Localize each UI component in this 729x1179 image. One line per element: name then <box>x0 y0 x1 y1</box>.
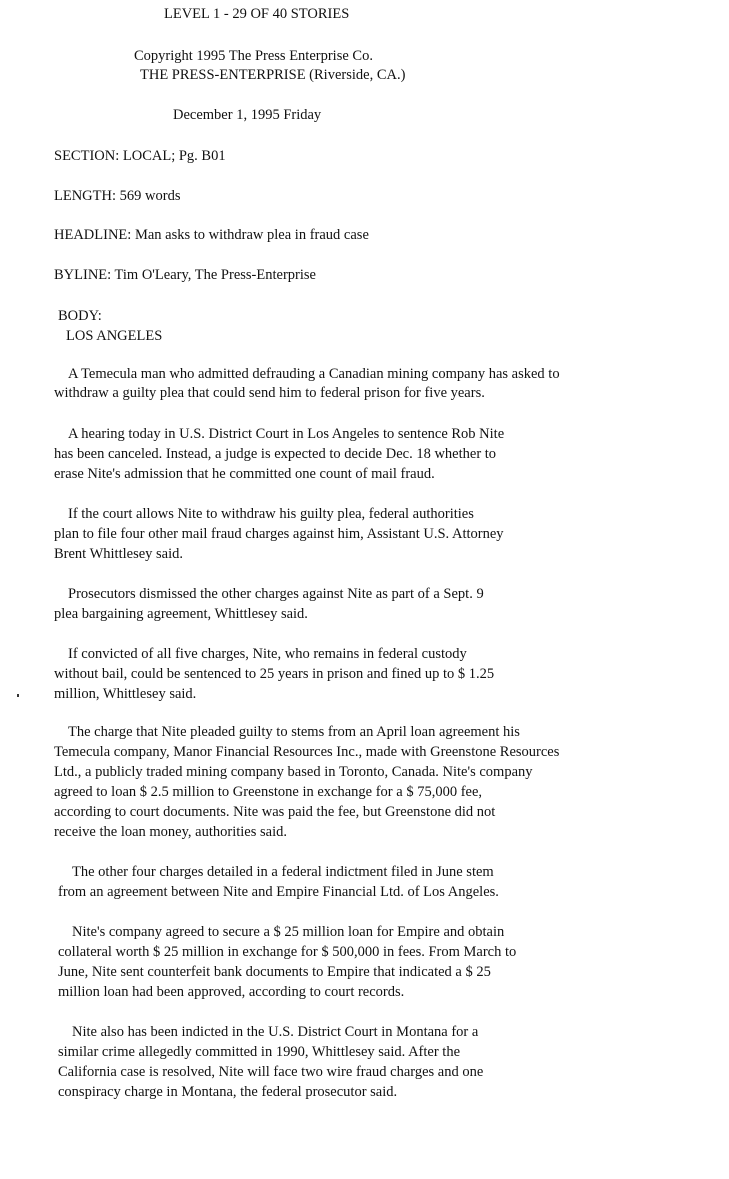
scan-artifact-dot <box>17 694 19 697</box>
paragraph-line: Temecula company, Manor Financial Resources Inc., made with Greenstone Resources <box>54 744 560 760</box>
level-line: LEVEL 1 - 29 OF 40 STORIES <box>164 6 350 22</box>
paragraph-line: A hearing today in U.S. District Court in Los Angeles to sentence Rob Nite <box>68 426 505 442</box>
paragraph-line: The other four charges detailed in a federal indictment filed in June stem <box>72 864 494 880</box>
section-line: SECTION: LOCAL; Pg. B01 <box>54 148 226 164</box>
paragraph-line: has been canceled. Instead, a judge is expected to decide Dec. 18 whether to <box>54 446 497 462</box>
paragraph-line: million loan had been approved, according to court records. <box>58 984 405 1000</box>
paragraph-line: conspiracy charge in Montana, the federal prosecutor said. <box>58 1084 398 1100</box>
paragraph-line: plea bargaining agreement, Whittlesey said. <box>54 606 308 622</box>
paragraph-line: plan to file four other mail fraud charges against him, Assistant U.S. Attorney <box>54 526 504 542</box>
byline-line: BYLINE: Tim O'Leary, The Press-Enterprise <box>54 267 316 283</box>
paragraph-line: California case is resolved, Nite will face two wire fraud charges and one <box>58 1064 484 1080</box>
paragraph-line: million, Whittlesey said. <box>54 686 197 702</box>
paragraph-line: Nite also has been indicted in the U.S. District Court in Montana for a <box>72 1024 479 1040</box>
paragraph-line: Ltd., a publicly traded mining company based in Toronto, Canada. Nite's company <box>54 764 533 780</box>
paragraph-line: If the court allows Nite to withdraw his guilty plea, federal authorities <box>68 506 474 522</box>
paragraph-line: A Temecula man who admitted defrauding a Canadian mining company has asked to <box>68 366 560 382</box>
length-line: LENGTH: 569 words <box>54 188 181 204</box>
paragraph-line: agreed to loan $ 2.5 million to Greenstone in exchange for a $ 75,000 fee, <box>54 784 483 800</box>
publication-line: THE PRESS-ENTERPRISE (Riverside, CA.) <box>140 67 406 83</box>
paragraph-line: The charge that Nite pleaded guilty to stems from an April loan agreement his <box>68 724 520 740</box>
paragraph-line: withdraw a guilty plea that could send him to federal prison for five years. <box>54 385 485 401</box>
paragraph-line: according to court documents. Nite was paid the fee, but Greenstone did not <box>54 804 496 820</box>
paragraph-line: Prosecutors dismissed the other charges against Nite as part of a Sept. 9 <box>68 586 484 602</box>
dateline: LOS ANGELES <box>66 328 163 344</box>
paragraph-line: Nite's company agreed to secure a $ 25 million loan for Empire and obtain <box>72 924 505 940</box>
paragraph-line: erase Nite's admission that he committed one count of mail fraud. <box>54 466 435 482</box>
paragraph-line: from an agreement between Nite and Empire Financial Ltd. of Los Angeles. <box>58 884 499 900</box>
paragraph-line: Brent Whittlesey said. <box>54 546 183 562</box>
paragraph-line: without bail, could be sentenced to 25 years in prison and fined up to $ 1.25 <box>54 666 495 682</box>
headline-line: HEADLINE: Man asks to withdraw plea in fraud case <box>54 227 369 243</box>
paragraph-line: collateral worth $ 25 million in exchange for $ 500,000 in fees. From March to <box>58 944 517 960</box>
paragraph-line: similar crime allegedly committed in 1990, Whittlesey said. After the <box>58 1044 461 1060</box>
date-line: December 1, 1995 Friday <box>173 107 322 123</box>
paragraph-line: June, Nite sent counterfeit bank documents to Empire that indicated a $ 25 <box>58 964 491 980</box>
copyright-line: Copyright 1995 The Press Enterprise Co. <box>134 48 373 64</box>
paragraph-line: receive the loan money, authorities said. <box>54 824 287 840</box>
body-label: BODY: <box>58 308 102 324</box>
paragraph-line: If convicted of all five charges, Nite, who remains in federal custody <box>68 646 467 662</box>
